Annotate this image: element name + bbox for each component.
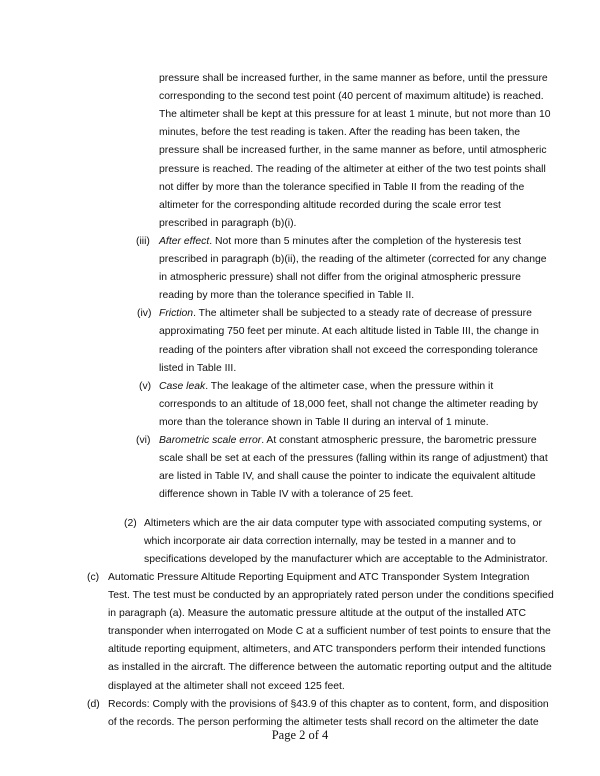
item-label: (vi) [136,435,151,446]
text-line: displayed at the altimeter shall not exceed 125 feet. [108,680,345,692]
text-line: difference shown in Table IV with a tolerance of 25 feet. [159,489,414,501]
text-line: listed in Table III. [159,362,237,374]
text-line: pressure is reached. The reading of the altimeter at either of the two test points shall [159,163,546,175]
text-line: in atmospheric pressure) shall not differ from the original atmospheric pressure [159,272,521,284]
text-line: corresponding to the second test point (40 percent of maximum altitude) is reached. [159,91,544,103]
text-line: as installed in the aircraft. The difference between the automatic reporting output and the altitude [108,662,552,674]
text-line: Records: Comply with the provisions of §43.9 of this chapter as to content, form, and disposition [108,698,549,710]
text-line [159,307,532,320]
page-number: Page 2 of 4 [271,728,329,742]
item-label: (2) [124,517,137,529]
text-line: in paragraph (a). Measure the automatic pressure altitude at the output of the installed ATC [108,608,526,620]
item-label: (v) [139,380,152,392]
text-line: approximating 750 feet per minute. At each altitude listed in Table III, the change in [159,326,539,338]
item-title: Barometric scale error [159,435,262,446]
text-line: pressure shall be increased further, in the same manner as before, until atmospheric [159,145,547,157]
item-text: . The altimeter shall be subjected to a steady rate of decrease of pressure [193,308,532,320]
item-title: Case leak [159,380,206,392]
item-label: (iv) [137,308,152,320]
text-line: reading by more than the tolerance specified in Table II. [159,290,415,302]
text-line: altitude reporting equipment, altimeters, and ATC transponders perform their intended functions [108,644,546,656]
text-line: The altimeter shall be kept at this pressure for at least 1 minute, but not more than 10 [159,109,551,121]
text-line: minutes, before the test reading is taken. After the reading has been taken, the [159,127,521,139]
item-title: After effect [159,235,210,247]
text-line: corresponds to an altitude of 18,000 feet, shall not change the altimeter reading by [159,398,538,410]
text-line: which incorporate air data correction internally, may be tested in a manner and to [144,535,516,547]
text-line: of the records. The person performing the altimeter tests shall record on the altimeter the date [108,716,539,728]
text-line: Altimeters which are the air data computer type with associated computing systems, or [144,517,542,529]
item-label: (iii) [136,235,150,247]
text-line: prescribed in paragraph (b)(i). [159,217,297,229]
text-line [159,235,521,248]
text-line: pressure shall be increased further, in the same manner as before, until the pressure [159,73,548,84]
text-line [159,434,537,447]
text-line: more than the tolerance shown in Table II during an interval of 1 minute. [159,416,489,428]
text-line: reading of the pointers after vibration shall not exceed the corresponding tolerance [159,344,538,356]
text-line: Test. The test must be conducted by an appropriately rated person under the conditions specified [108,590,554,602]
item-text: . At constant atmospheric pressure, the barometric pressure [261,435,537,446]
text-line: not differ by more than the tolerance specified in Table II from the reading of the [159,181,525,193]
item-title: Friction [159,308,194,320]
item-text: . Not more than 5 minutes after the completion of the hysteresis test [209,235,522,247]
text-line: transponder when interrogated on Mode C at a sufficient number of test points to ensure that the [108,626,551,638]
item-label: (c) [87,571,100,583]
text-line: prescribed in paragraph (b)(ii), the reading of the altimeter (corrected for any change [159,254,547,265]
text-line: Automatic Pressure Altitude Reporting Equipment and ATC Transponder System Integration [108,571,530,583]
text-line: specifications developed by the manufacturer which are acceptable to the Administrator. [144,553,548,565]
text-line [159,380,493,393]
text-line: are listed in Table IV, and shall cause the pointer to indicate the equivalent altitude [159,471,536,483]
text-line: scale shall be set at each of the pressures (falling within its range of adjustment) that [159,453,548,465]
text-line: altimeter for the corresponding altitude recorded during the scale error test [159,199,501,211]
item-text: . The leakage of the altimeter case, when the pressure within it [205,380,494,392]
item-label: (d) [87,698,100,710]
